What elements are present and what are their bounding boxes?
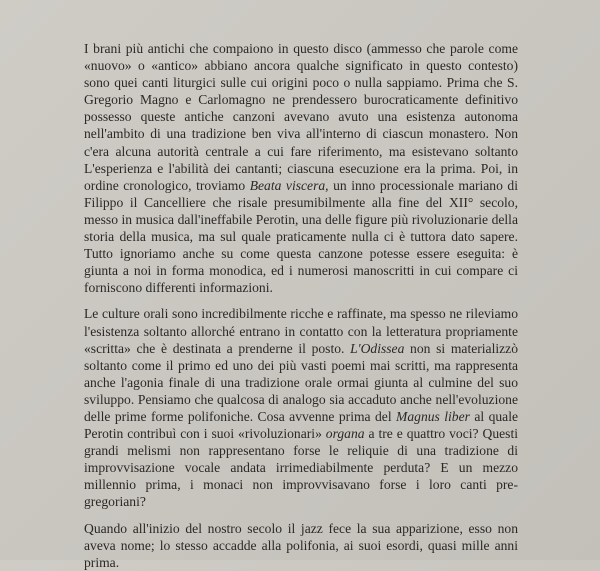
paragraph-2-text-1: Le culture orali sono incredibilmente ricche e raffinate, ma spesso ne rileviamo l'esistenza soltanto allorché entrano in contatto con la letteratura propriamente «scritta» che è destinata a prenderne il posto.: [84, 306, 518, 356]
paragraph-2-italic-organa: organa: [325, 426, 365, 442]
paragraph-3: [84, 520, 518, 571]
paragraph-1: [84, 40, 518, 296]
paragraph-2-text-3: al quale Perotin contribuì con i suoi «rivoluzionari»: [84, 408, 519, 442]
paragraph-1-italic-beata-viscera: Beata viscera: [249, 177, 326, 193]
paragraph-1-text-1: I brani più antichi che compaiono in questo disco (ammesso che parole come «nuovo» o «antico» abbiano ancora qualche significato in questo contesto) sono quei canti liturgici sulle cui origini poco o nulla sappiamo. Prima che S. Gregorio Magno e Carlomagno ne prendessero burocraticamente definitivo possesso queste antiche canzoni avevano avuto una esistenza autonoma nell'ambito di una tradizione ben viva all'interno di ciascun monastero. Non c'era alcuna autorità centrale a cui fare riferimento, ma esistevano soltanto L'esperienza e l'abilità dei cantanti; ciascuna esecuzione era la prima. Poi, in ordine cronologico, troviamo: [84, 41, 518, 193]
paragraph-2-text-4: a tre e quattro voci? Questi grandi melismi non rappresentano forse le reliquie di una tradizione di improvvisazione vocale andata irrimediabilmente perduta? E un mezzo millennio prima, i monaci non improvvisavano forse i loro canti pre-gregoriani?: [84, 426, 518, 510]
paragraph-1-text-2: , un inno processionale mariano di Filippo il Cancelliere che risale presumibilmente alla fine del XII° secolo, messo in musica dall'ineffabile Perotin, una delle figure più rivoluzionarie della storia della musica, ma sul quale praticamente nulla ci è tuttora dato sapere. Tutto ignoriamo anche su come questa canzone potesse essere eseguita: è giunta a noi in forma monodica, ed i numerosi manoscritti in cui compare ci forniscono differenti informazioni.: [84, 177, 518, 296]
paragraph-2-italic-odissea: L'Odissea: [350, 340, 405, 356]
paragraph-3-text-1: Quando all'inizio del nostro secolo il jazz fece la sua apparizione, esso non aveva nome; lo stesso accadde alla polifonia, ai suoi esordi, quasi mille anni prima.: [84, 520, 518, 570]
paragraph-2-text-2: non si materializzò soltanto come il primo ed uno dei più vasti poemi mai scritti, ma rappresenta anche l'agonia finale di una tradizione orale ormai giunta al culmine del suo sviluppo. Pensiamo che qualcosa di analogo sia accaduto anche nell'evoluzione delle prime forme polifoniche. Cosa avvenne prima del: [84, 340, 519, 424]
paragraph-2-italic-magnus-liber: Magnus liber: [396, 408, 470, 424]
paragraph-2: [84, 305, 518, 510]
